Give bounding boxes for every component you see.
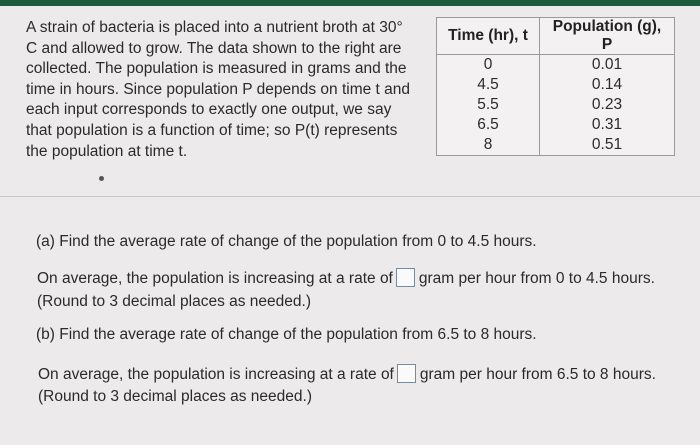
table-row xyxy=(437,95,675,115)
part-a-answer-input[interactable] xyxy=(396,268,415,287)
data-table xyxy=(436,17,675,156)
table-row xyxy=(437,135,675,156)
part-b-answer-prefix: On average, the population is increasing at a rate of xyxy=(38,366,394,383)
bullet-dot xyxy=(99,176,104,181)
cell-population: 0.14 xyxy=(540,75,675,95)
part-b-answer-input[interactable] xyxy=(397,364,416,383)
part-a-question: (a) Find the average rate of change of the population from 0 to 4.5 hours. xyxy=(36,233,537,250)
cell-time: 4.5 xyxy=(437,75,540,95)
cell-time: 0 xyxy=(437,55,540,76)
table-row xyxy=(437,55,675,76)
cell-population: 0.23 xyxy=(540,95,675,115)
top-bar xyxy=(0,0,700,6)
problem-statement: A strain of bacteria is placed into a nutrient broth at 30° C and allowed to grow. The data shown to the right are collected. The population is measured in grams and the time in hours. Since population P depends on time t and each input corresponds to exactly one output, we say that population is a function of time; so P(t) represents the population at time t. xyxy=(26,19,411,160)
cell-population: 0.51 xyxy=(540,135,675,156)
part-b-question: (b) Find the average rate of change of the population from 6.5 to 8 hours. xyxy=(36,326,537,343)
part-b-answer-suffix: gram per hour from 6.5 to 8 hours. xyxy=(419,366,656,383)
cell-time: 5.5 xyxy=(437,95,540,115)
part-b-answer-line xyxy=(38,364,656,384)
table-header-row xyxy=(437,18,675,55)
cell-time: 8 xyxy=(437,135,540,156)
section-divider xyxy=(0,196,700,197)
cell-population: 0.31 xyxy=(540,115,675,135)
header-time: Time (hr), t xyxy=(437,18,540,55)
table-row xyxy=(437,75,675,95)
table-row xyxy=(437,115,675,135)
part-a-rounding-note: (Round to 3 decimal places as needed.) xyxy=(37,293,311,310)
part-b-rounding-note: (Round to 3 decimal places as needed.) xyxy=(38,388,312,405)
header-population: Population (g), P xyxy=(540,18,675,55)
cell-time: 6.5 xyxy=(437,115,540,135)
part-a-answer-suffix: gram per hour from 0 to 4.5 hours. xyxy=(418,270,655,287)
part-a-answer-line xyxy=(37,268,655,288)
part-a-answer-prefix: On average, the population is increasing at a rate of xyxy=(37,270,393,287)
cell-population: 0.01 xyxy=(540,55,675,76)
